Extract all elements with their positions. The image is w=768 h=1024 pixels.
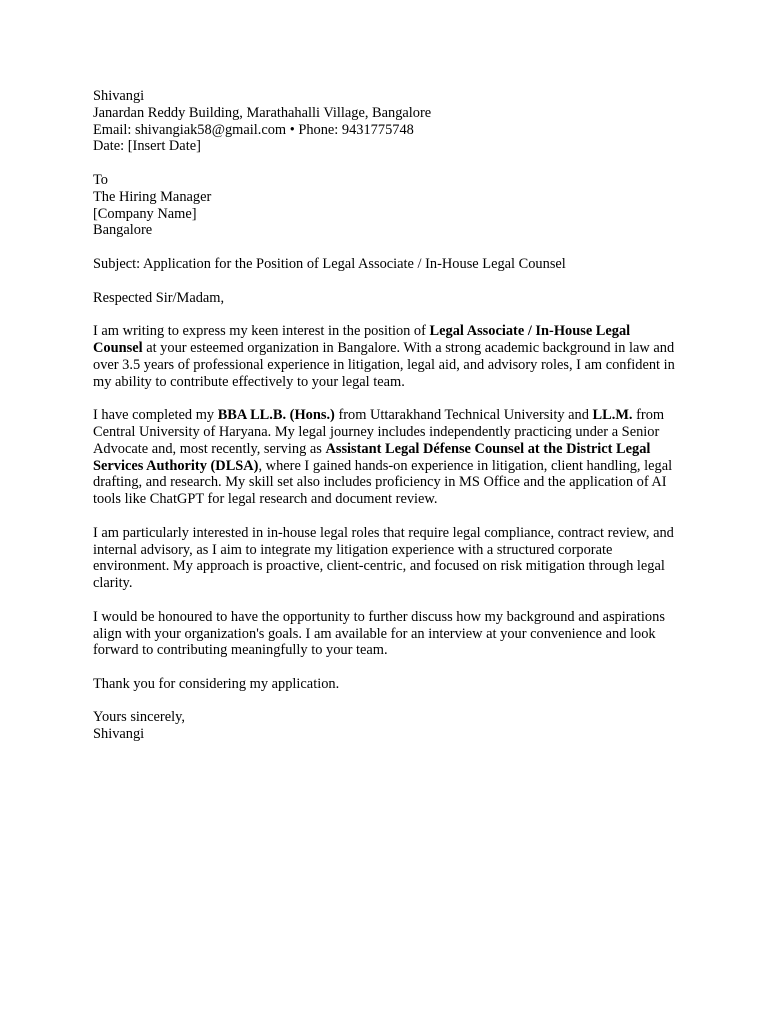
- degree-bba-llb: BBA LL.B. (Hons.): [217, 407, 335, 424]
- valediction: Yours sincerely,: [93, 709, 185, 726]
- paragraph-text: I have completed my: [93, 407, 218, 424]
- paragraph-interest: I am particularly interested in in-house legal roles that require legal compliance, contract review, and internal advisory, as I aim to integrate my litigation experience with a structured corporate environment. My approach is proactive, client-centric, and focused on risk mitigation through legal clarity.: [93, 524, 674, 592]
- recipient-city: Bangalore: [93, 222, 153, 239]
- recipient-to: To: [93, 171, 108, 188]
- paragraph-text: at your esteemed organization in Bangalore. With a strong academic background in law and over 3.5 years of professional experience in litigation, legal aid, and advisory roles, I am confident in my ability to contribute effectively to your legal team.: [93, 339, 675, 390]
- thanks-line: Thank you for considering my application.: [93, 675, 340, 692]
- letter-date: Date: [Insert Date]: [93, 138, 201, 155]
- closing-block: [93, 709, 678, 743]
- subject-line: Subject: Application for the Position of Legal Associate / In-House Legal Counsel: [93, 255, 566, 272]
- recipient-block: [93, 172, 678, 239]
- paragraph-text: from Central University of Haryana. My legal journey includes independently practicing under a Senior Advocate and, most recently, serving as: [93, 407, 665, 457]
- position-title: Legal Associate / In-House Legal Counsel: [93, 323, 631, 356]
- recipient-company: [Company Name]: [93, 205, 197, 222]
- role-title: Assistant Legal Défense Counsel at the District Legal Services Authority (DLSA): [93, 440, 651, 474]
- degree-llm: LL.M.: [592, 407, 633, 424]
- sender-contact: Email: shivangiak58@gmail.com • Phone: 9431775748: [93, 121, 414, 138]
- paragraph-education: [93, 407, 678, 508]
- recipient-title: The Hiring Manager: [93, 188, 212, 205]
- signature-name: Shivangi: [93, 726, 145, 743]
- paragraph-text: I am writing to express my keen interest in the position of: [93, 323, 430, 340]
- letter-body: [93, 88, 678, 760]
- paragraph-text: from Uttarakhand Technical University and: [334, 407, 593, 424]
- sender-block: [93, 88, 678, 155]
- sender-name: Shivangi: [93, 88, 145, 104]
- sender-address: Janardan Reddy Building, Marathahalli Village, Bangalore: [93, 104, 432, 121]
- salutation: Respected Sir/Madam,: [93, 289, 225, 306]
- paragraph-text: , where I gained hands-on experience in litigation, client handling, legal drafting, and research. My skill set also includes proficiency in MS Office and the application of AI tools like ChatGPT for legal research and document review.: [93, 457, 673, 508]
- paragraph-availability: I would be honoured to have the opportunity to further discuss how my background and aspirations align with your organization's goals. I am available for an interview at your convenience and look forward to contributing meaningfully to your team.: [93, 608, 665, 659]
- paragraph-intro: [93, 323, 678, 390]
